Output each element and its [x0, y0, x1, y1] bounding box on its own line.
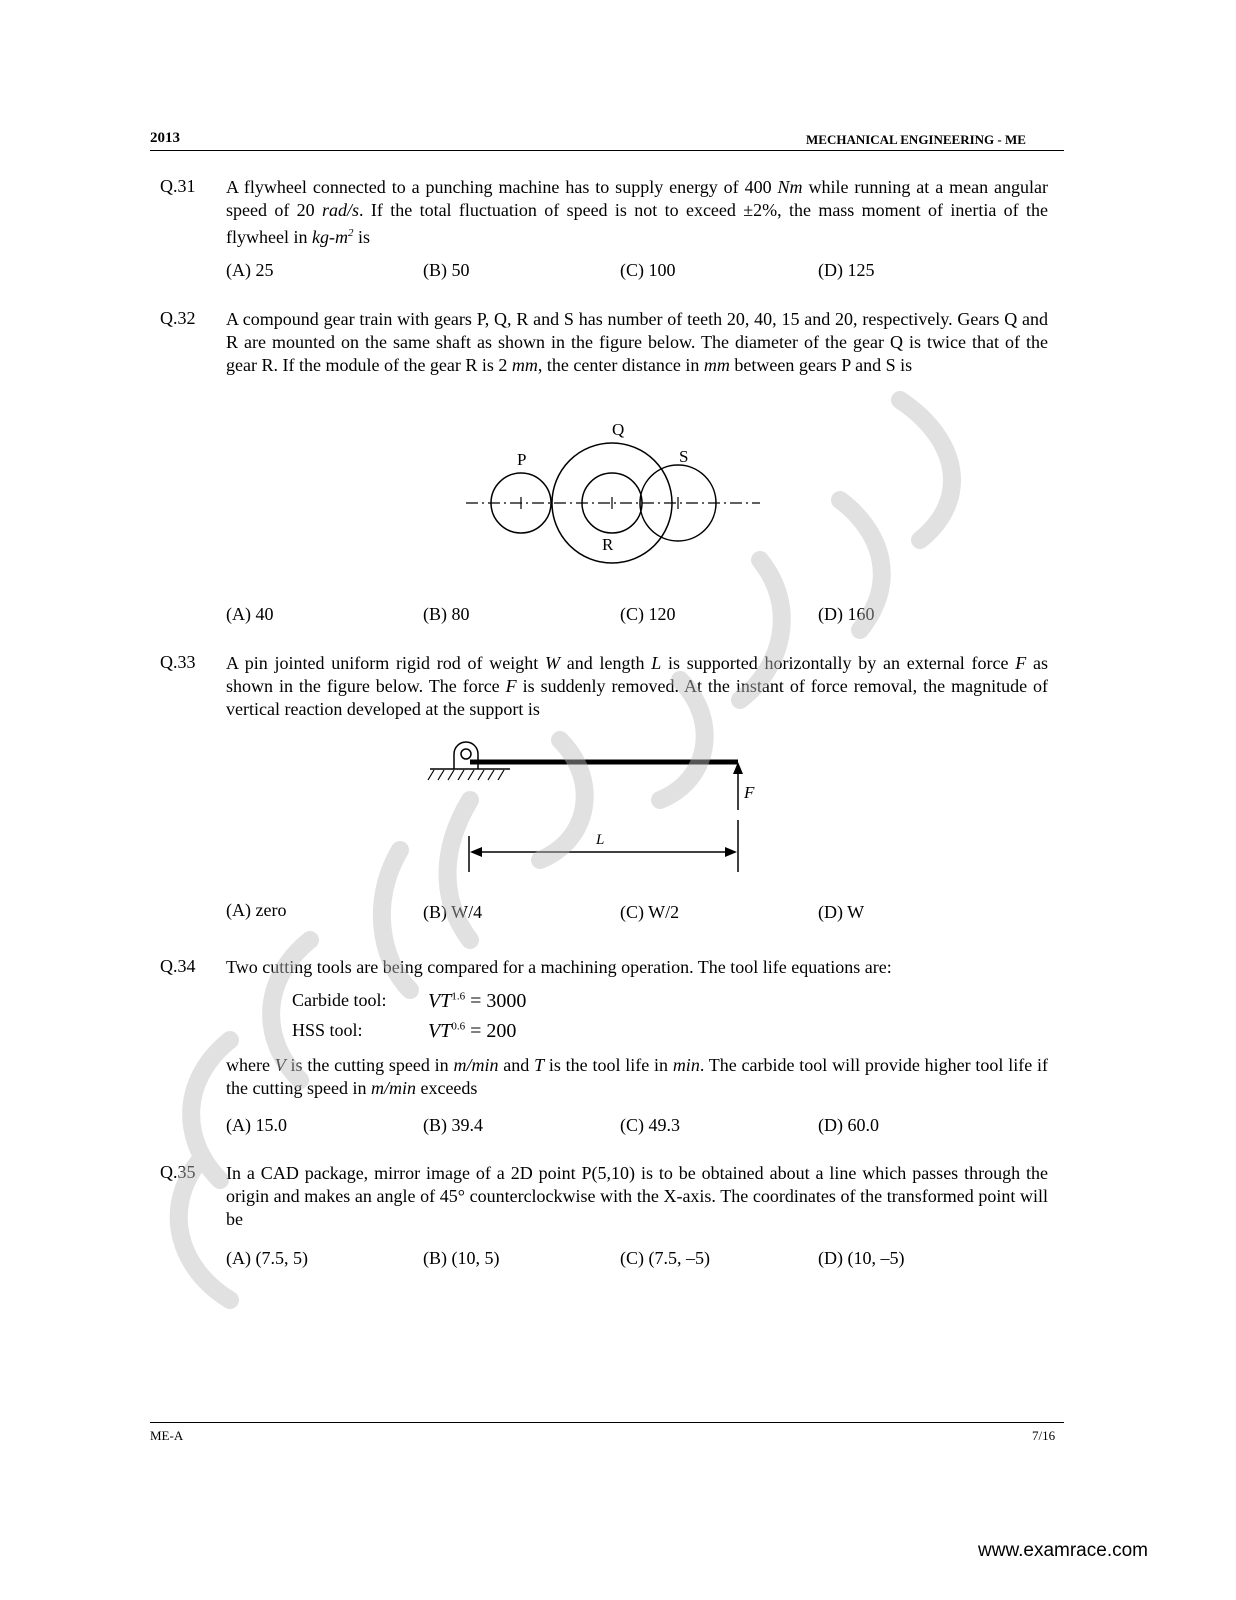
question-text-continued: where V is the cutting speed in m/min and T is the tool life in min. The carbide tool will provide higher tool life if the cutting speed in m/min exceeds: [226, 1055, 1048, 1098]
option-b: (B) (10, 5): [423, 1248, 500, 1268]
question-text: A compound gear train with gears P, Q, R and S has number of teeth 20, 40, 15 and 20, respectively. Gears Q and R are mounted on the same shaft as shown in the figure below. The diameter of the gear Q is twice that of the gear R. If the module of the gear R is 2 mm, the center distance in mm between gears P and S is: [226, 309, 1048, 375]
question-text: A flywheel connected to a punching machine has to supply energy of 400 Nm while running at a mean angular speed of 20 rad/s. If the total fluctuation of speed is not to exceed ±2%, the mass moment of inertia of the flywheel in $kg-m^2$ is: [226, 177, 1049, 247]
label-q: Q: [612, 420, 625, 439]
gear-train-figure: [460, 410, 770, 570]
website-url: www.examrace.com: [978, 1540, 1148, 1561]
page-number: 7/16: [1032, 1428, 1056, 1443]
option-c: (C) W/2: [620, 902, 680, 922]
option-b: (B) 50: [423, 260, 470, 280]
equation: $VT^{1.6} = 3000$: [428, 990, 527, 1012]
option-d: (D) 125: [818, 260, 875, 280]
label-s: S: [679, 447, 689, 466]
question-text: A pin jointed uniform rigid rod of weight W and length L is supported horizontally by an external force F as shown in the figure below. The force F is suddenly removed. At the instant of force removal, the magnitude of vertical reaction developed at the support is: [226, 653, 1049, 719]
option-d: (D) (10, –5): [818, 1248, 905, 1268]
option-d: (D) 60.0: [818, 1115, 879, 1135]
force-label: F: [744, 783, 755, 802]
pin-support: [454, 742, 478, 769]
pin-icon: [461, 749, 471, 759]
question-number: Q.35: [160, 1162, 196, 1182]
ground-hatch: [428, 770, 504, 780]
option-a: (A) 40: [226, 604, 274, 624]
option-b: (B) 39.4: [423, 1115, 483, 1135]
question-number: Q.33: [160, 652, 196, 672]
question-text: In a CAD package, mirror image of a 2D point P(5,10) is to be obtained about a line which passes through the origin and makes an angle of 45° counterclockwise with the X-axis. The coordinates of the transformed point will be: [226, 1163, 1048, 1229]
option-a: (A) (7.5, 5): [226, 1248, 308, 1268]
option-a: (A) 15.0: [226, 1115, 287, 1135]
label-p: P: [517, 450, 527, 469]
paper-code: ME-A: [150, 1428, 184, 1443]
length-label: L: [596, 832, 605, 848]
label-r: R: [602, 535, 614, 554]
option-c: (C) (7.5, –5): [620, 1248, 710, 1268]
option-b: (B) 80: [423, 604, 470, 624]
exam-year: 2013: [150, 130, 180, 146]
option-b: (B) W/4: [423, 902, 483, 922]
subject-title: MECHANICAL ENGINEERING - ME: [806, 132, 1026, 147]
option-c: (C) 120: [620, 604, 676, 624]
option-d: (D) W: [818, 902, 865, 922]
question-number: Q.34: [160, 956, 196, 976]
option-c: (C) 100: [620, 260, 676, 280]
equation-label: HSS tool:: [292, 1020, 363, 1040]
question-text: Two cutting tools are being compared for a machining operation. The tool life equations are:: [226, 957, 892, 977]
equation: $VT^{0.6} = 200$: [428, 1020, 517, 1042]
question-number: Q.32: [160, 308, 196, 328]
option-a: (A) zero: [226, 900, 287, 920]
footer-rule: [150, 1422, 1064, 1423]
header-rule: [150, 150, 1064, 151]
rod-figure: [420, 740, 760, 875]
question-number: Q.31: [160, 176, 196, 196]
equation-label: Carbide tool:: [292, 990, 387, 1010]
option-a: (A) 25: [226, 260, 274, 280]
option-c: (C) 49.3: [620, 1115, 680, 1135]
option-d: (D) 160: [818, 604, 875, 624]
